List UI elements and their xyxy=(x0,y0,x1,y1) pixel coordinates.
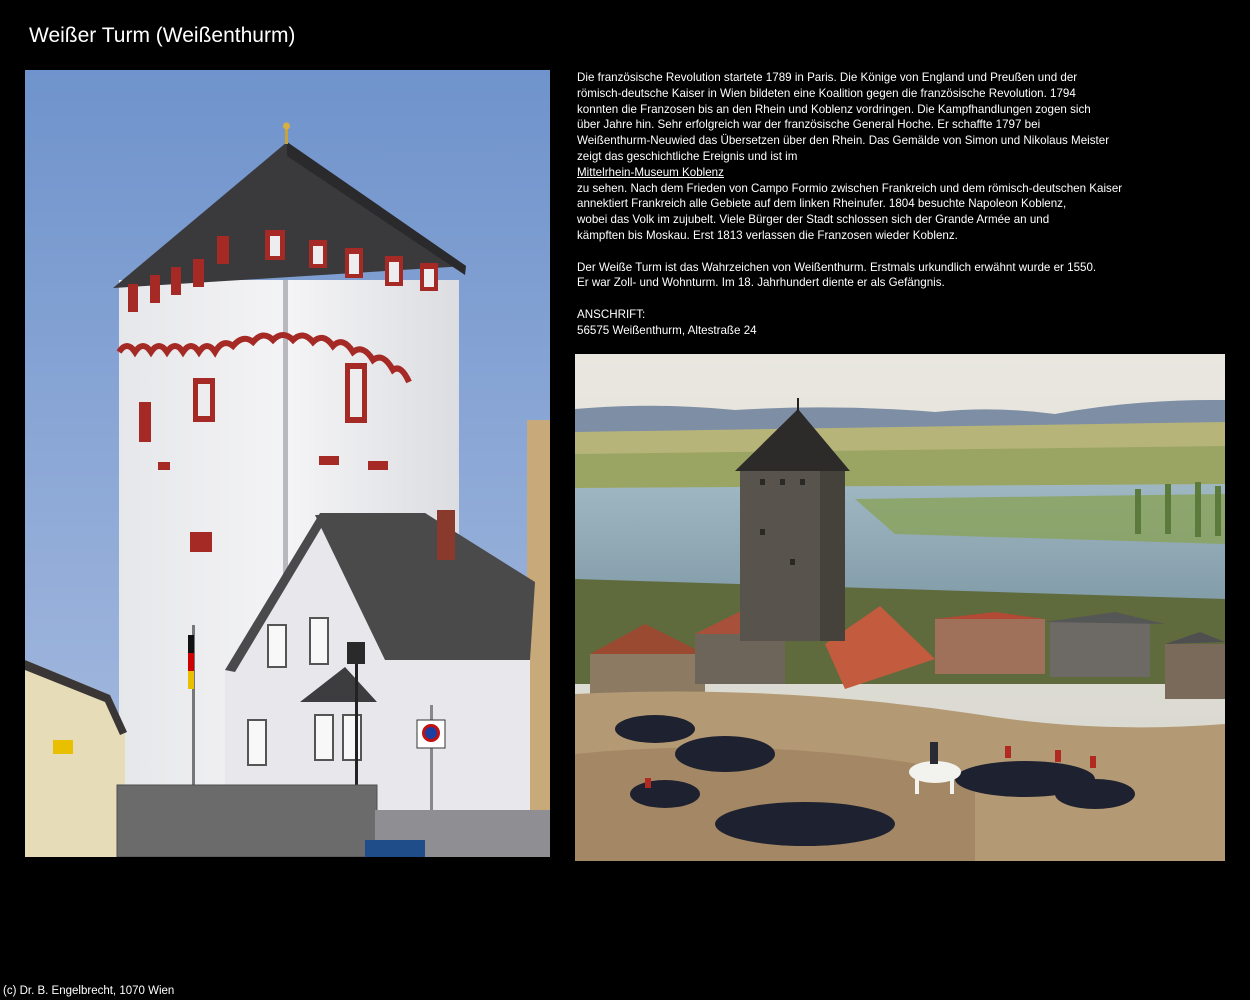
copyright-footer: (c) Dr. B. Engelbrecht, 1070 Wien xyxy=(3,985,175,997)
description-line: Der Weiße Turm ist das Wahrzeichen von Weißenthurm. Erstmals urkundlich erwähnt wurde er 1550. xyxy=(577,260,1097,274)
description-line: Er war Zoll- und Wohnturm. Im 18. Jahrhundert diente er als Gefängnis. xyxy=(577,276,945,290)
description-line: kämpften bis Moskau. Erst 1813 verlassen die Franzosen wieder Koblenz. xyxy=(577,228,958,242)
description-line: wobei das Volk im zujubelt. Viele Bürger der Stadt schlossen sich der Grande Armée an und xyxy=(577,213,1050,227)
description-line: römisch-deutsche Kaiser in Wien bildeten eine Koalition gegen die französische Revolution. 1794 xyxy=(577,86,1076,100)
description-line: konnten die Franzosen bis an den Rhein und Koblenz vordringen. Die Kampfhandlungen zogen sich xyxy=(577,102,1091,116)
description-line: über Jahre hin. Sehr erfolgreich war der französische General Hoche. Er schaffte 1797 bei xyxy=(577,118,1041,132)
description-line: annektiert Frankreich alle Gebiete auf dem linken Rheinufer. 1804 besuchte Napoleon Koblenz, xyxy=(577,197,1067,211)
painting-photo xyxy=(575,354,1225,861)
museum-link[interactable]: Mittelrhein-Museum Koblenz xyxy=(577,165,724,179)
description-line: zu sehen. Nach dem Frieden von Campo Formio zwischen Frankreich und dem römisch-deutschen Kaiser xyxy=(577,181,1123,195)
description-line: Die französische Revolution startete 1789 in Paris. Die Könige von England und Preußen und der xyxy=(577,71,1078,84)
address-label: ANSCHRIFT: xyxy=(577,307,646,321)
page-title: Weißer Turm (Weißenthurm) xyxy=(29,24,296,47)
tower-photo xyxy=(25,70,550,857)
address: 56575 Weißenthurm, Altestraße 24 xyxy=(577,323,757,337)
description-line: Weißenthurm-Neuwied das Übersetzen über den Rhein. Das Gemälde von Simon und Nikolaus Meister xyxy=(577,134,1110,148)
description-text xyxy=(577,70,1237,339)
description-line: zeigt das geschichtliche Ereignis und ist im xyxy=(577,149,798,163)
